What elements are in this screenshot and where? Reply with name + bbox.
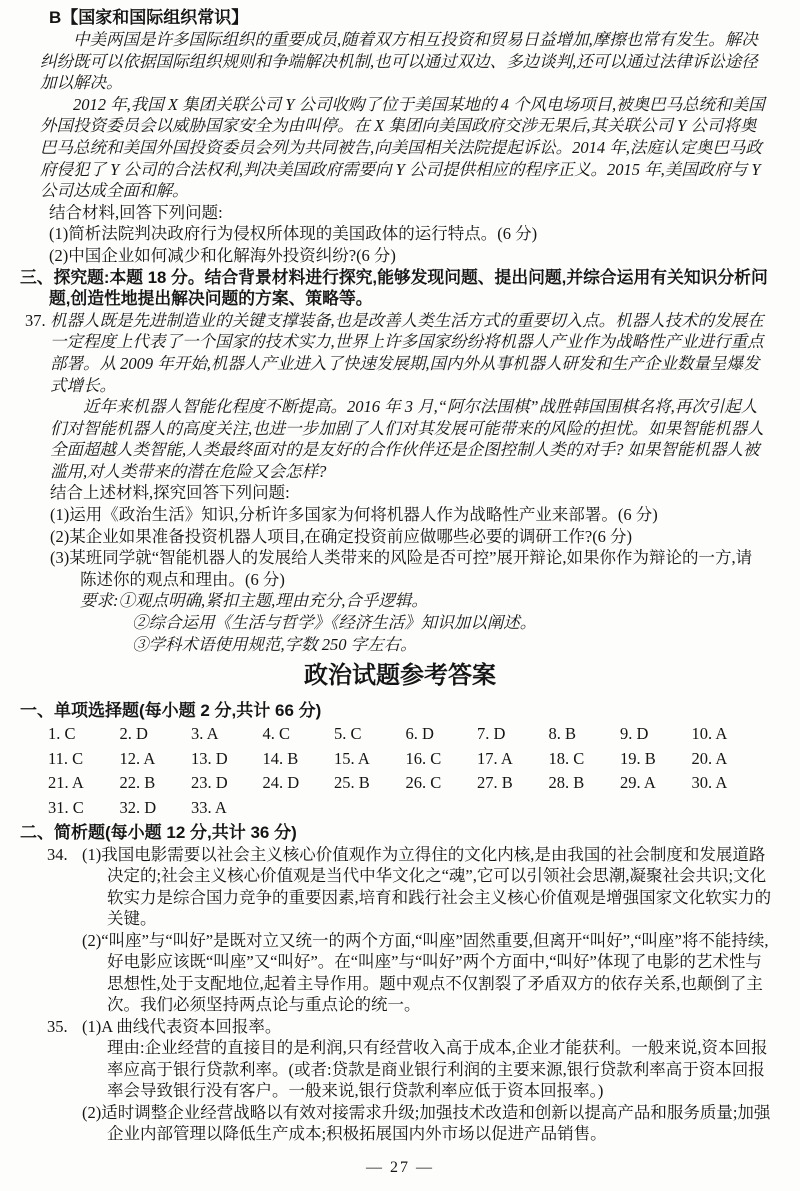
question-36-prompt: 结合材料,回答下列问题: — [49, 202, 223, 222]
material-paragraph-1: 中美两国是许多国际组织的重要成员,随着双方相互投资和贸易日益增加,摩擦也常有发生。解决纠纷既可以依据国际组织规则和争端解决机制,也可以通过双边、多边谈判,还可以通过法律诉讼途径加以解决。 — [40, 30, 758, 93]
choice-19: 19. B — [620, 748, 656, 768]
choice-6: 6. D — [405, 724, 434, 744]
exam-question-section — [0, 7, 800, 655]
choice-4: 4. C — [262, 724, 291, 744]
answer-key-section — [0, 661, 800, 1144]
choice-27: 27. B — [477, 773, 513, 793]
choice-31: 31. C — [48, 798, 84, 817]
choice-21: 21. A — [48, 773, 84, 793]
choice-15: 15. A — [334, 748, 370, 768]
choice-5: 5. C — [334, 724, 362, 744]
answer-34 — [47, 844, 772, 1016]
choice-33: 33. A — [191, 798, 227, 817]
section-two-heading: 二、简析题(每小题 12 分,共计 36 分) — [20, 822, 297, 842]
answer-35-item-1: (1)A 曲线代表资本回报率。 — [82, 1016, 282, 1036]
choice-20: 20. A — [691, 748, 728, 768]
answer-35-number: 35. — [47, 1016, 68, 1036]
question-37-number: 37. — [25, 310, 46, 330]
requirements-line-2: ②综合运用《生活与哲学》《经济生活》知识加以阐述。 — [132, 613, 537, 633]
question-37-item-1: (1)运用《政治生活》知识,分析许多国家为何将机器人作为战略性产业来部署。(6 分) — [50, 505, 658, 525]
choice-28: 28. B — [548, 773, 585, 793]
choice-1: 1. C — [48, 724, 76, 744]
section-three-heading: 三、探究题:本题 18 分。结合背景材料进行探究,能够发现问题、提出问题,并综合运用有关知识分析问题,创造性地提出解决问题的方案、策略等。 — [20, 267, 768, 309]
answer-35-item-2: (2)适时调整企业经营战略以有效对接需求升级;加强技术改造和创新以提高产品和服务质量;加强企业内部管理以降低生产成本;积极拓展国内外市场以促进产品销售。 — [82, 1102, 771, 1144]
question-37 — [25, 310, 768, 656]
choice-26: 26. C — [405, 773, 442, 793]
answer-34-item-1: (1)我国电影需要以社会主义核心价值观作为立得住的文化内核,是由我国的社会制度和发展道路决定的;社会主义核心价值观是当代中华文化之“魂”,它可以引领社会思潮,凝聚社会共识;文化软实力是综合国力竞争的重要因素,培育和践行社会主义核心价值观是增强国家文化软实力的关键。 — [82, 844, 772, 929]
choice-3: 3. A — [191, 724, 219, 744]
choice-24: 24. D — [262, 773, 300, 793]
answer-34-item-2: (2)“叫座”与“叫好”是既对立又统一的两个方面,“叫座”固然重要,但离开“叫好”,“叫座”将不能持续,好电影应该既“叫座”又“叫好”。在“叫座”与“叫好”两个方面中,“叫好”体现了电影的艺术性与思想性,处于支配地位,起着主导作用。题中观点不仅割裂了矛盾双方的依存关系,也颠倒了主次。我们必须坚持两点论与重点论的统一。 — [82, 930, 769, 1015]
answer-35 — [47, 1016, 772, 1145]
choice-9: 9. D — [620, 724, 649, 744]
choice-answer-grid — [48, 722, 800, 820]
answer-key-title: 政治试题参考答案 — [304, 662, 496, 690]
answer-34-number: 34. — [47, 844, 68, 864]
choice-18: 18. C — [548, 748, 585, 768]
choice-23: 23. D — [191, 773, 228, 793]
choice-8: 8. B — [548, 724, 577, 744]
choice-12: 12. A — [119, 748, 156, 768]
question-37-item-2: (2)某企业如果准备投资机器人项目,在确定投资前应做哪些必要的调研工作?(6 分) — [50, 526, 633, 546]
material-paragraph-2: 2012 年,我国 X 集团关联公司 Y 公司收购了位于美国某地的 4 个风电场项目,被奥巴马总统和美国外国投资委员会以威胁国家安全为由叫停。在 X 集团向美国政府交涉无果后,其关联公司 Y 公司将奥巴马总统和美国外国投资委员会列为共同被告,向美国相关法院提起诉讼。2014 年,法庭认定奥巴马政府侵犯了 Y 公司的合法权利,判决美国政府需要向 Y 公司提供相应的程序正义。2015 年,美国政府与 Y 公司达成全面和解。 — [40, 94, 765, 201]
answer-35-reason: 理由:企业经营的直接目的是利润,只有经营收入高于成本,企业才能获利。一般来说,资本回报率应高于银行贷款利率。(或者:贷款是商业银行利润的主要来源,银行贷款利率高于资本回报率会导致银行没有客户。一般来说,银行贷款利率应低于资本回报率。) — [107, 1038, 768, 1101]
choice-11: 11. C — [48, 748, 84, 768]
question-37-material-2: 近年来机器人智能化程度不断提高。2016 年 3 月,“阿尔法围棋”战胜韩国围棋名将,再次引起人们对智能机器人的高度关注,也进一步加剧了人们对其发展可能带来的风险的担忧。如果智能机器人全面超越人类智能,人类最终面对的是友好的合作伙伴还是企图控制人类的对手? 如果智能机器人被滥用,对人类带来的潜在危险又会怎样? — [50, 397, 764, 481]
question-36-item-1: (1)简析法院判决政府行为侵权所体现的美国政体的运行特点。(6 分) — [49, 224, 538, 244]
choice-13: 13. D — [191, 748, 228, 768]
choice-25: 25. B — [334, 773, 370, 793]
question-37-prompt: 结合上述材料,探究回答下列问题: — [50, 483, 290, 503]
section-one-heading: 一、单项选择题(每小题 2 分,共计 66 分) — [20, 701, 322, 721]
choice-29: 29. A — [620, 773, 656, 793]
page-number: — 27 — — [366, 1159, 434, 1176]
choice-17: 17. A — [477, 748, 513, 768]
requirements-line-1: 要求:①观点明确,紧扣主题,理由充分,合乎逻辑。 — [80, 591, 428, 611]
question-37-material-1: 机器人既是先进制造业的关键支撑装备,也是改善人类生活方式的重要切入点。机器人技术的发展在一定程度上代表了一个国家的技术实力,世界上许多国家纷纷将机器人产业作为战略性产业进行重点部署。从 2009 年开始,机器人产业进入了快速发展期,国内外从事机器人研发和生产企业数量呈爆发式增长。 — [50, 310, 764, 395]
choice-16: 16. C — [405, 748, 442, 768]
choice-2: 2. D — [119, 724, 148, 744]
choice-14: 14. B — [262, 748, 299, 768]
section-b-heading: B【国家和国际组织常识】 — [49, 8, 249, 27]
question-36-item-2: (2)中国企业如何减少和化解海外投资纠纷?(6 分) — [49, 245, 396, 265]
choice-30: 30. A — [691, 773, 728, 793]
choice-22: 22. B — [119, 773, 156, 793]
choice-10: 10. A — [691, 724, 728, 744]
requirements-line-3: ③学科术语使用规范,字数 250 字左右。 — [132, 634, 417, 654]
choice-7: 7. D — [477, 724, 506, 744]
choice-32: 32. D — [119, 798, 157, 817]
question-37-item-3: (3)某班同学就“智能机器人的发展给人类带来的风险是否可控”展开辩论,如果你作为辩论的一方,请陈述你的观点和理由。(6 分) — [50, 548, 753, 589]
